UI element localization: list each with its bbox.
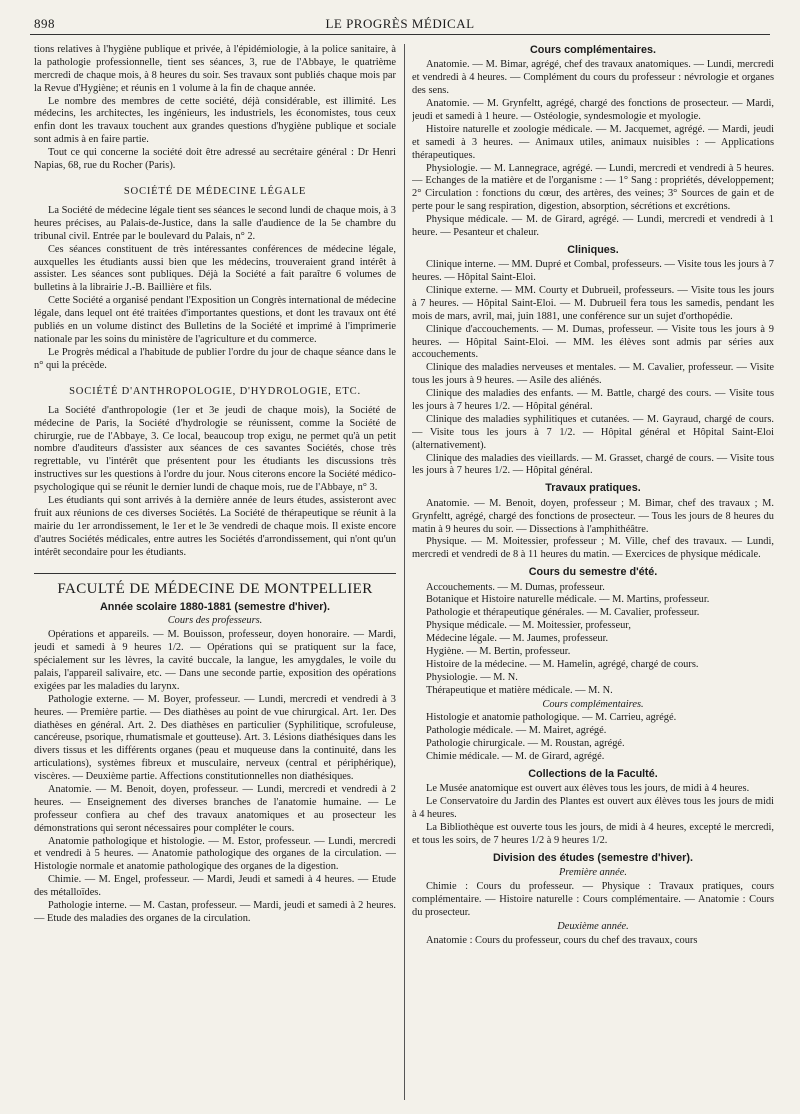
clinic-paragraph: Clinique des maladies syphilitiques et cutanées. — M. Gayraud, chargé de cours. — Visite tous les jours à 7 1/2. — Hôpital général et Hôpital Saint-Eloi (alternativement). xyxy=(412,413,774,451)
paragraph: Le Musée anatomique est ouvert aux élèves tous les jours, de midi à 4 heures. xyxy=(426,783,750,795)
paragraph: Le nombre des membres de cette société, déjà considérable, est illimité. Les médecins, les architectes, les ingénieurs, les industriels, les économistes, tous ceux enfin dont les travaux touchent aux grandes questions d'hygiène publique et sociale sont admis à en faire partie. xyxy=(34,95,396,146)
left-column xyxy=(34,44,396,1102)
course-paragraph: Anatomie. — M. Bimar, agrégé, chef des travaux anatomiques. — Lundi, mercredi et vendredi à 4 heures. — Complément du cours du professeur : névrologie et organes des sens. xyxy=(412,59,774,97)
paragraph: Le Conservatoire du Jardin des Plantes est ouvert aux élèves tous les jours de midi à 4 heures. xyxy=(412,796,774,821)
course-line: Histologie et anatomie pathologique. — M. Carrieu, agrégé. xyxy=(426,712,677,724)
hygiene-society-text xyxy=(34,44,396,173)
course-line: Hygiène. — M. Bertin, professeur. xyxy=(426,646,571,658)
page-number: 898 xyxy=(34,16,55,31)
paragraph: Les étudiants qui sont arrivés à la dernière année de leurs études, assisteront avec fruit aux réunions de ces diverses Sociétés. La Société de thérapeutique se réunit à la mairie du 1er arrondissement, le 1er et le 3e vendredi de chaque mois. Il existe encore d'autres Sociétés médicales, entre autres les Sociétés d'arrondissement, qui n'ont qu'un intérêt secondaire pour les étudiants. xyxy=(34,494,396,558)
section-heading-anthropologie: SOCIÉTÉ D'ANTHROPOLOGIE, D'HYDROLOGIE, ETC. xyxy=(69,385,361,397)
paragraph: Anatomie : Cours du professeur, cours du chef des travaux, cours xyxy=(426,934,698,946)
course-paragraph: Physique. — M. Moitessier, professeur ; M. Ville, chef des travaux. — Lundi, mercredi et vendredi de 8 à 11 heures du matin. — Exercices de physique médicale. xyxy=(412,536,774,561)
course-line: Médecine légale. — M. Jaumes, professeur. xyxy=(426,633,609,645)
page-header xyxy=(30,14,770,35)
course-paragraph: Physique médicale. — M. de Girard, agrégé. — Lundi, mercredi et vendredi à 1 heure. — Pesanteur et chaleur. xyxy=(412,214,774,238)
paragraph: La Société de médecine légale tient ses séances le second lundi de chaque mois, à 3 heures précises, au Palais-de-Justice, dans la salle d'audience de la 5e chambre du tribunal civil. Entrée par le boulevard du Palais, n° 2. xyxy=(34,205,396,242)
faculty-title: FACULTÉ DE MÉDECINE DE MONTPELLIER xyxy=(34,573,396,599)
clinic-paragraph: Clinique d'accouchements. — M. Dumas, professeur. — Visite tous les jours à 9 heures. — Hôpital Saint-Eloi. — MM. les élèves sont admis par séries aux accouchements. xyxy=(412,323,774,361)
course-line: Pathologie médicale. — M. Mairet, agrégé. xyxy=(426,725,607,737)
course-paragraph: Pathologie externe. — M. Boyer, professeur. — Lundi, mercredi et vendredi à 3 heures. — Première partie. — Des diathèses au point de vue chirurgical. Art. 1er. Des diathèses en général. Art. 2. Des diathèses en particulier (Syphilitique, scrofuleuse, cancéreuse, psorique, rhumatismale et goutteuse). Art. 3. Lésions diathésiques dans les divers tissus et les différents organes (peau et muqueuse dans la continuité, dans les articulations), systèmes fibreux et musculaire, nerveux (central et périphérique), viscères. — Deuxième partie. Affections constitutionnelles non diathésiques. xyxy=(34,693,396,783)
course-paragraph: Anatomie. — M. Grynfeltt, agrégé, chargé des fonctions de prosecteur. — Mardi, jeudi et samedi à 1 heure. — Ostéologie, syndesmologie et myologie. xyxy=(412,98,774,122)
paragraph: Chimie : Cours du professeur. — Physique : Travaux pratiques, cours complémentaire. — Histoire naturelle : Cours complémentaire. — Anatomie : Cours du prosecteur. xyxy=(412,881,774,918)
clinic-paragraph: Clinique interne. — MM. Dupré et Combal, professeurs. — Visite tous les jours à 7 heures. — Hôpital Saint-Eloi. xyxy=(412,259,774,284)
paragraph: Tout ce qui concerne la société doit être adressé au secrétaire général : Dr Henri Napias, 68, rue du Rocher (Paris). xyxy=(34,147,396,172)
right-column xyxy=(412,44,774,1102)
clinic-paragraph: Clinique des maladies des enfants. — M. Battle, chargé des cours. — Visite tous les jours à 7 heures 1/2. — Hôpital général. xyxy=(412,388,774,413)
course-line: Histoire de la médecine. — M. Hamelin, agrégé, chargé de cours. xyxy=(426,658,699,670)
paragraph: La Bibliothèque est ouverte tous les jours, de midi à 4 heures, excepté le mercredi, et tous les soirs, de 7 heures 1/2 à 9 heures 1/2. xyxy=(412,822,774,846)
section-heading-division-etudes: Division des études (semestre d'hiver). xyxy=(493,851,693,864)
paragraph: Cette Société a organisé pendant l'Exposition un Congrès international de médecine légale, dans lequel ont été traitées d'importantes questions, et dont les travaux ont été publiés en un volume distinct des Bulletins de la Société et imprimé à l'imprimerie nationale par les soins du ministère de l'agriculture et du commerce. xyxy=(34,295,396,345)
course-paragraph: Anatomie. — M. Benoit, doyen, professeur. — Lundi, mercredi et vendredi à 2 heures. — Enseignement des diverses branches de l'anatomie humaine. — Le professeur confiera au chef des travaux anatomiques et au prosecteur les démonstrations qui seront nécessaires pour compléter le cours. xyxy=(34,783,396,834)
course-line: Physique médicale. — M. Moitessier, professeur, xyxy=(426,620,631,632)
course-paragraph: Chimie. — M. Engel, professeur. — Mardi, Jeudi et samedi à 4 heures. — Etude des métalloïdes. xyxy=(34,874,396,899)
clinic-paragraph: Clinique des maladies nerveuses et mentales. — M. Cavalier, professeur. — Visite tous les jours à 9 heures. — Asile des aliénés. xyxy=(412,362,774,387)
paragraph: La Société d'anthropologie (1er et 3e jeudi de chaque mois), la Société de médecine de Paris, la Société d'hydrologie se réunissent, comme la Société de chirurgie, rue de l'Abbaye, 3. Ce local, beaucoup trop exigu, ne permet qu'à un petit nombre d'auditeurs d'assister aux séances de ces savantes Sociétés, chose très regrettable, vu l'intérêt que présentent pour les étudiants les discussions très instructives sur les questions à l'ordre du jour. Nous citerons encore la Société médico-psychologique qui se réunit le dernier lundi de chaque mois, rue de l'Abbaye, n° 3. xyxy=(34,404,396,494)
course-paragraph: Opérations et appareils. — M. Bouisson, professeur, doyen honoraire. — Mardi, jeudi et samedi à 9 heures 1/2. — Opérations qui se pratiquent sur la face, spécialement sur les lèvres, la cavité buccale, la langue, les amygdales, le voile du palais, l'appareil salivaire, etc. — Dans une seconde partie, exposition des opérations exigées par les maladies du larynx. xyxy=(34,629,396,692)
section-heading-cliniques: Cliniques. xyxy=(567,243,619,256)
section-heading-semestre-ete: Cours du semestre d'été. xyxy=(528,566,658,579)
column-divider xyxy=(404,44,405,1100)
course-paragraph: Pathologie interne. — M. Castan, professeur. — Mardi, jeudi et samedi à 2 heures. — Etude des maladies des organes de la circulation. xyxy=(34,899,396,924)
subheading-premiere-annee: Première année. xyxy=(559,867,627,879)
course-line: Accouchements. — M. Dumas, professeur. xyxy=(426,581,605,593)
course-paragraph: Anatomie pathologique et histologie. — M. Estor, professeur. — Lundi, mercredi et vendredi à 5 heures. — Anatomie pathologique des organes de la circulation. — Histologie normale et anatomie pathologique des organes de la digestion. xyxy=(34,835,396,873)
paragraph: Ces séances constituent de très intéressantes conférences de médecine légale, auxquelles les étudiants aussi bien que les médecins, trouveraient grand intérêt à assister. Les séances sont publiques. Déjà la Société a fait paraître 6 volumes de bulletins à la librairie J.-B. Baillière et fils. xyxy=(34,243,396,294)
subheading-cours-professeurs: Cours des professeurs. xyxy=(167,615,263,627)
course-paragraph: Physiologie. — M. Lannegrace, agrégé. — Lundi, mercredi et vendredi à 5 heures. — Echanges de la matière et de l'organisme : — 1° Sang : propriétés, développement; 2° Circulation : fonctions du cœur, des artères, des veines; 3° Sources de gain et de perte pour le sang respiration, digestion, absorption, sécrétions et excrétions. xyxy=(412,162,774,213)
course-paragraph: Anatomie. — M. Benoit, doyen, professeur ; M. Bimar, chef des travaux ; M. Grynfeltt, agrégé, chargé des fonctions de prosecteur. — Tous les jours de 8 heures du matin à 9 heures du soir. — Dissections à l'amphithéâtre. xyxy=(412,497,774,535)
section-heading-cours-complementaires: Cours complémentaires. xyxy=(529,44,656,56)
course-line: Pathologie et thérapeutique générales. — M. Cavalier, professeur. xyxy=(426,607,700,619)
paragraph: tions relatives à l'hygiène publique et privée, à l'épidémiologie, à la police sanitaire, à la pathologie professionnelle, tient ses séances, 3, rue de l'Abbaye, le quatrième mercredi de chaque mois, à 8 heures du soir. Ses travaux sont publiés chaque mois par la Revue d'Hygiène; et réunis en 1 volume à la fin de chaque année. xyxy=(34,44,396,94)
paragraph: Le Progrès médical a l'habitude de publier l'ordre du jour de chaque séance dans le n° qui la précède. xyxy=(34,346,396,371)
course-line: Pathologie chirurgicale. — M. Roustan, agrégé. xyxy=(426,738,625,750)
course-line: Thérapeutique et matière médicale. — M. N. xyxy=(426,684,613,696)
subheading-ete-complementaires: Cours complémentaires. xyxy=(542,698,644,710)
course-paragraph: Histoire naturelle et zoologie médicale. — M. Jacquemet, agrégé. — Mardi, jeudi et samedi à 3 heures. — Animaux utiles, animaux nuisibles : — Applications thérapeutiques. xyxy=(412,123,774,161)
course-line: Chimie médicale. — M. de Girard, agrégé. xyxy=(426,751,605,763)
clinic-paragraph: Clinique des maladies des vieillards. — M. Grasset, chargé de cours. — Visite tous les jours à 7 heures 1/2. — Hôpital général. xyxy=(412,452,774,477)
school-year-line: Année scolaire 1880-1881 (semestre d'hiver). xyxy=(99,601,331,614)
journal-title: LE PROGRÈS MÉDICAL xyxy=(325,16,475,31)
section-heading-legale: SOCIÉTÉ DE MÉDECINE LÉGALE xyxy=(123,185,307,197)
subheading-deuxieme-annee: Deuxième année. xyxy=(557,920,629,932)
section-heading-travaux-pratiques: Travaux pratiques. xyxy=(545,482,641,495)
section-heading-collections: Collections de la Faculté. xyxy=(528,768,658,781)
clinic-paragraph: Clinique externe. — MM. Courty et Dubrueil, professeurs. — Visite tous les jours à 7 heures. — Hôpital Saint-Eloi. — M. Dubrueil fera tous les samedis, pendant les mois de mars, avril, mai, juin 1881, une conférence sur un sujet d'orthopédie. xyxy=(412,285,774,322)
course-line: Physiologie. — M. N. xyxy=(426,671,518,683)
course-line: Botanique et Histoire naturelle médicale. — M. Martins, professeur. xyxy=(426,594,710,606)
